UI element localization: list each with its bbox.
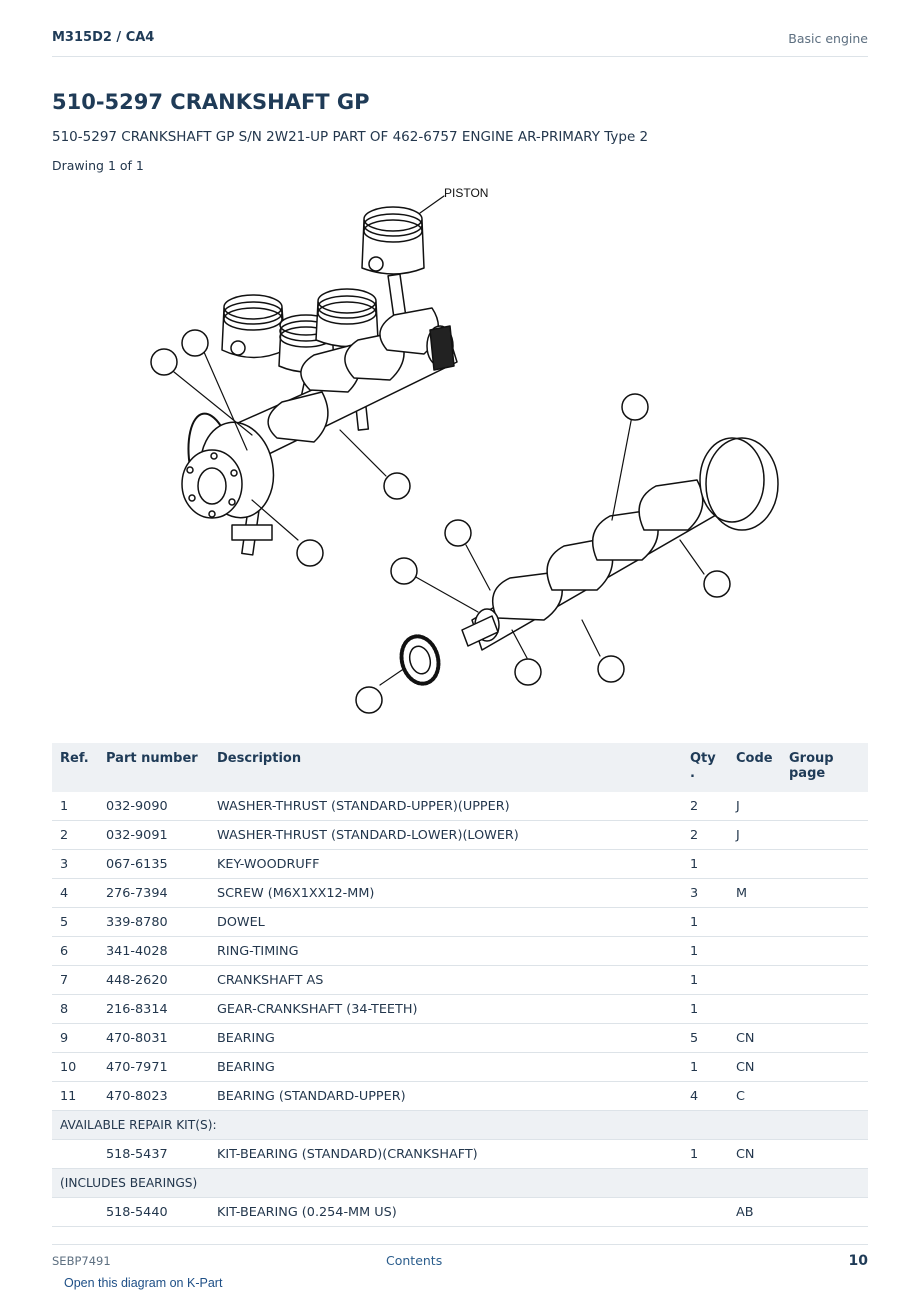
cell-qty: 1 <box>682 937 728 966</box>
cell-ref <box>52 1198 98 1227</box>
cell-part: 339-8780 <box>98 908 209 937</box>
table-row <box>52 995 868 1024</box>
cell-qty: 1 <box>682 1140 728 1169</box>
cell-qty: 1 <box>682 850 728 879</box>
table-row <box>52 1024 868 1053</box>
cell-group-page <box>781 1024 868 1053</box>
cell-code: CN <box>728 1140 781 1169</box>
col-group-page: Group page <box>781 743 868 792</box>
cell-desc: RING-TIMING <box>209 937 682 966</box>
table-header-row <box>52 743 868 792</box>
cell-group-page <box>781 1053 868 1082</box>
cell-part: 448-2620 <box>98 966 209 995</box>
kit-row <box>52 1198 868 1227</box>
cell-code: CN <box>728 1024 781 1053</box>
cell-ref: 10 <box>52 1053 98 1082</box>
col-code: Code <box>728 743 781 792</box>
page-title: 510-5297 CRANKSHAFT GP <box>52 90 370 114</box>
cell-desc: KEY-WOODRUFF <box>209 850 682 879</box>
cell-ref: 2 <box>52 821 98 850</box>
crankshaft-diagram <box>52 180 868 720</box>
right-crankshaft <box>396 438 778 688</box>
cell-ref: 8 <box>52 995 98 1024</box>
cell-code: CN <box>728 1053 781 1082</box>
cell-code <box>728 908 781 937</box>
cell-ref: 11 <box>52 1082 98 1111</box>
cell-qty: 3 <box>682 879 728 908</box>
cell-group-page <box>781 850 868 879</box>
cell-ref: 7 <box>52 966 98 995</box>
cell-group-page <box>781 966 868 995</box>
cell-group-page <box>781 1140 868 1169</box>
cell-desc: CRANKSHAFT AS <box>209 966 682 995</box>
cell-part: 276-7394 <box>98 879 209 908</box>
parts-table <box>52 743 868 1227</box>
table-row <box>52 1053 868 1082</box>
cell-desc: SCREW (M6X1XX12-MM) <box>209 879 682 908</box>
cell-desc: WASHER-THRUST (STANDARD-UPPER)(UPPER) <box>209 792 682 821</box>
col-ref: Ref. <box>52 743 98 792</box>
section-label: Basic engine <box>788 31 868 46</box>
cell-qty: 2 <box>682 821 728 850</box>
cell-code <box>728 850 781 879</box>
cell-ref: 5 <box>52 908 98 937</box>
includes-note: (INCLUDES BEARINGS) <box>52 1169 868 1198</box>
cell-group-page <box>781 879 868 908</box>
document-id: SEBP7491 <box>52 1254 111 1268</box>
table-row <box>52 966 868 995</box>
page-header <box>52 28 868 57</box>
cell-qty: 4 <box>682 1082 728 1111</box>
cell-code: AB <box>728 1198 781 1227</box>
cell-qty <box>682 1198 728 1227</box>
cell-desc: DOWEL <box>209 908 682 937</box>
cell-group-page <box>781 792 868 821</box>
cell-part: 470-8023 <box>98 1082 209 1111</box>
col-description: Description <box>209 743 682 792</box>
cell-code: J <box>728 821 781 850</box>
cell-ref <box>52 1140 98 1169</box>
cell-part: 032-9090 <box>98 792 209 821</box>
drawing-label: Drawing 1 of 1 <box>52 158 144 173</box>
cell-ref: 9 <box>52 1024 98 1053</box>
cell-desc: BEARING <box>209 1053 682 1082</box>
col-part-number: Part number <box>98 743 209 792</box>
table-row <box>52 908 868 937</box>
page-number: 10 <box>848 1253 868 1269</box>
piston-callout-label: PISTON <box>444 186 489 200</box>
cell-group-page <box>781 1198 868 1227</box>
cell-qty: 1 <box>682 908 728 937</box>
cell-ref: 3 <box>52 850 98 879</box>
page-subtitle: 510-5297 CRANKSHAFT GP S/N 2W21-UP PART OF 462-6757 ENGINE AR-PRIMARY Type 2 <box>52 129 649 145</box>
table-row <box>52 879 868 908</box>
cell-group-page <box>781 1082 868 1111</box>
cell-part: 341-4028 <box>98 937 209 966</box>
kpart-diagram-link[interactable]: Open this diagram on K-Part <box>64 1276 223 1290</box>
cell-ref: 6 <box>52 937 98 966</box>
cell-group-page <box>781 937 868 966</box>
cell-code <box>728 995 781 1024</box>
cell-desc: KIT-BEARING (STANDARD)(CRANKSHAFT) <box>209 1140 682 1169</box>
page-footer <box>52 1244 868 1275</box>
cell-code: J <box>728 792 781 821</box>
cell-group-page <box>781 908 868 937</box>
cell-code: C <box>728 1082 781 1111</box>
includes-note-row <box>52 1169 868 1198</box>
cell-part: 518-5440 <box>98 1198 209 1227</box>
cell-desc: WASHER-THRUST (STANDARD-LOWER)(LOWER) <box>209 821 682 850</box>
cell-part: 470-7971 <box>98 1053 209 1082</box>
kit-row <box>52 1140 868 1169</box>
table-row <box>52 792 868 821</box>
cell-desc: BEARING (STANDARD-UPPER) <box>209 1082 682 1111</box>
col-qty: Qty . <box>682 743 728 792</box>
cell-ref: 1 <box>52 792 98 821</box>
cell-qty: 5 <box>682 1024 728 1053</box>
cell-qty: 2 <box>682 792 728 821</box>
cell-part: 067-6135 <box>98 850 209 879</box>
cell-part: 216-8314 <box>98 995 209 1024</box>
table-row <box>52 850 868 879</box>
model-label: M315D2 / CA4 <box>52 30 155 45</box>
table-row <box>52 821 868 850</box>
cell-group-page <box>781 821 868 850</box>
cell-qty: 1 <box>682 966 728 995</box>
kit-note-row <box>52 1111 868 1140</box>
cell-part: 470-8031 <box>98 1024 209 1053</box>
cell-desc: KIT-BEARING (0.254-MM US) <box>209 1198 682 1227</box>
cell-part: 032-9091 <box>98 821 209 850</box>
cell-group-page <box>781 995 868 1024</box>
table-row <box>52 937 868 966</box>
cell-code <box>728 937 781 966</box>
cell-part: 518-5437 <box>98 1140 209 1169</box>
kit-note: AVAILABLE REPAIR KIT(S): <box>52 1111 868 1140</box>
cell-code <box>728 966 781 995</box>
contents-link[interactable]: Contents <box>386 1253 443 1268</box>
cell-qty: 1 <box>682 995 728 1024</box>
cell-code: M <box>728 879 781 908</box>
cell-desc: BEARING <box>209 1024 682 1053</box>
cell-ref: 4 <box>52 879 98 908</box>
cell-qty: 1 <box>682 1053 728 1082</box>
table-row <box>52 1082 868 1111</box>
cell-desc: GEAR-CRANKSHAFT (34-TEETH) <box>209 995 682 1024</box>
